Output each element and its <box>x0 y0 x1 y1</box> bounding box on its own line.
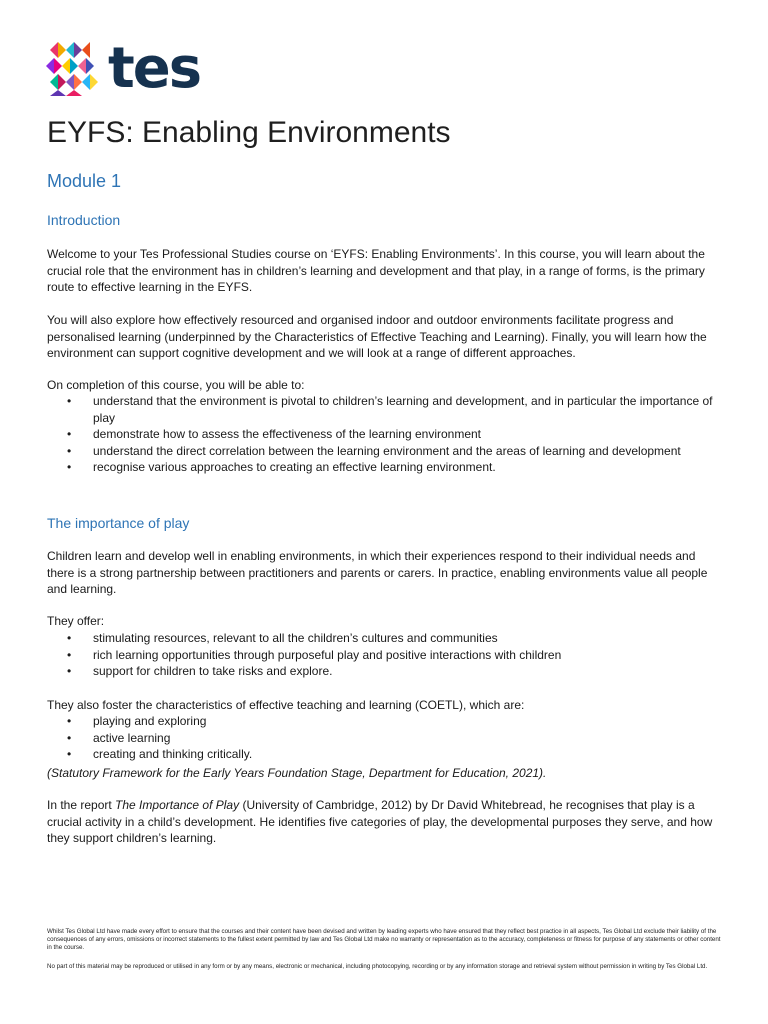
list-item: • active learning <box>67 730 171 745</box>
bullet-icon: • <box>67 443 72 458</box>
learning-outcomes-list <box>47 393 723 476</box>
play-paragraph-3: They also foster the characteristics of effective teaching and learning (COETL), which are: <box>47 698 525 712</box>
bullet-icon: • <box>67 730 72 745</box>
bullet-icon: • <box>67 427 72 441</box>
list-item: • support for children to take risks and explore. <box>67 664 333 678</box>
intro-paragraph-2: You will also explore how effectively resourced and organised indoor and outdoor environments facilitate progress and personalised learning (underpinned by the Characteristics of Effective Teaching and Learning). Finally, you will learn how the environment can support cognitive development and we will look at a range of different approaches. <box>47 313 707 360</box>
list-item: • recognise various approaches to creating an effective learning environment. <box>67 460 496 474</box>
tes-logo <box>46 36 201 101</box>
list-item: • demonstrate how to assess the effectiveness of the learning environment <box>67 427 482 441</box>
bullet-icon: • <box>67 631 72 645</box>
logo-wordmark: tes <box>108 36 201 101</box>
section-heading-introduction: Introduction <box>47 212 121 228</box>
footer-disclaimer: Whilst Tes Global Ltd have made every effort to ensure that the courses and their content have been devised and written by leading experts who have ensured that they reflect best practice in all aspects, Tes Global Ltd exclude their liability of the consequences of any errors, omissions or incorrect statements to the fullest extent permitted by law and Tes Global Ltd make no warranty or representation as to the accuracy, completeness or fitness for purpose of any statements or other content in the course. <box>47 928 721 951</box>
list-item: • understand the direct correlation between the learning environment and the areas of learning and development <box>67 443 681 458</box>
bullet-icon: • <box>67 664 72 678</box>
tes-triangle-mosaic-logo-icon <box>46 42 104 96</box>
report-title: The Importance of Play <box>115 798 240 812</box>
list-item: • playing and exploring <box>67 714 207 728</box>
list-item: • creating and thinking critically. <box>67 747 253 761</box>
page-title: EYFS: Enabling Environments <box>47 116 451 149</box>
list-item: • rich learning opportunities through purposeful play and positive interactions with children <box>67 647 562 662</box>
play-paragraph-4: In the report The Importance of Play (University of Cambridge, 2012) by Dr David Whitebread, he recognises that play is a crucial activity in a child’s development. He identifies five categories of play, the developmental purposes they serve, and how they support children’s learning. <box>47 798 713 845</box>
offers-list <box>47 630 723 680</box>
list-item: • understand that the environment is pivotal to children’s learning and development, and in particular the importance of play <box>67 394 713 425</box>
citation: (Statutory Framework for the Early Years Foundation Stage, Department for Education, 2021). <box>47 766 547 780</box>
bullet-icon: • <box>67 647 72 662</box>
intro-paragraph-1: Welcome to your Tes Professional Studies course on ‘EYFS: Enabling Environments’. In this course, you will learn about the crucial role that the environment has in children’s learning and development and that play, in a range of forms, is the primary route to effective learning in the EYFS. <box>47 247 705 294</box>
play-paragraph-2: They offer: <box>47 614 105 628</box>
bullet-icon: • <box>67 394 72 408</box>
intro-paragraph-3: On completion of this course, you will be able to: <box>47 378 305 392</box>
module-heading: Module 1 <box>47 171 122 191</box>
play-paragraph-1: Children learn and develop well in enabling environments, in which their experiences respond to their individual needs and there is a strong partnership between practitioners and parents or carers. In practice, enabling environments value all people and learning. <box>47 549 708 596</box>
bullet-icon: • <box>67 460 72 474</box>
coetl-list <box>47 713 723 763</box>
bullet-icon: • <box>67 747 72 761</box>
bullet-icon: • <box>67 714 72 728</box>
list-item: • stimulating resources, relevant to all the children’s cultures and communities <box>67 631 498 645</box>
section-heading-importance-of-play: The importance of play <box>47 515 190 531</box>
footer-copyright: No part of this material may be reproduced or utilised in any form or by any means, electronic or mechanical, including photocopying, recording or by any information storage and retrieval system without permission in writing by Tes Global Ltd. <box>47 963 708 970</box>
